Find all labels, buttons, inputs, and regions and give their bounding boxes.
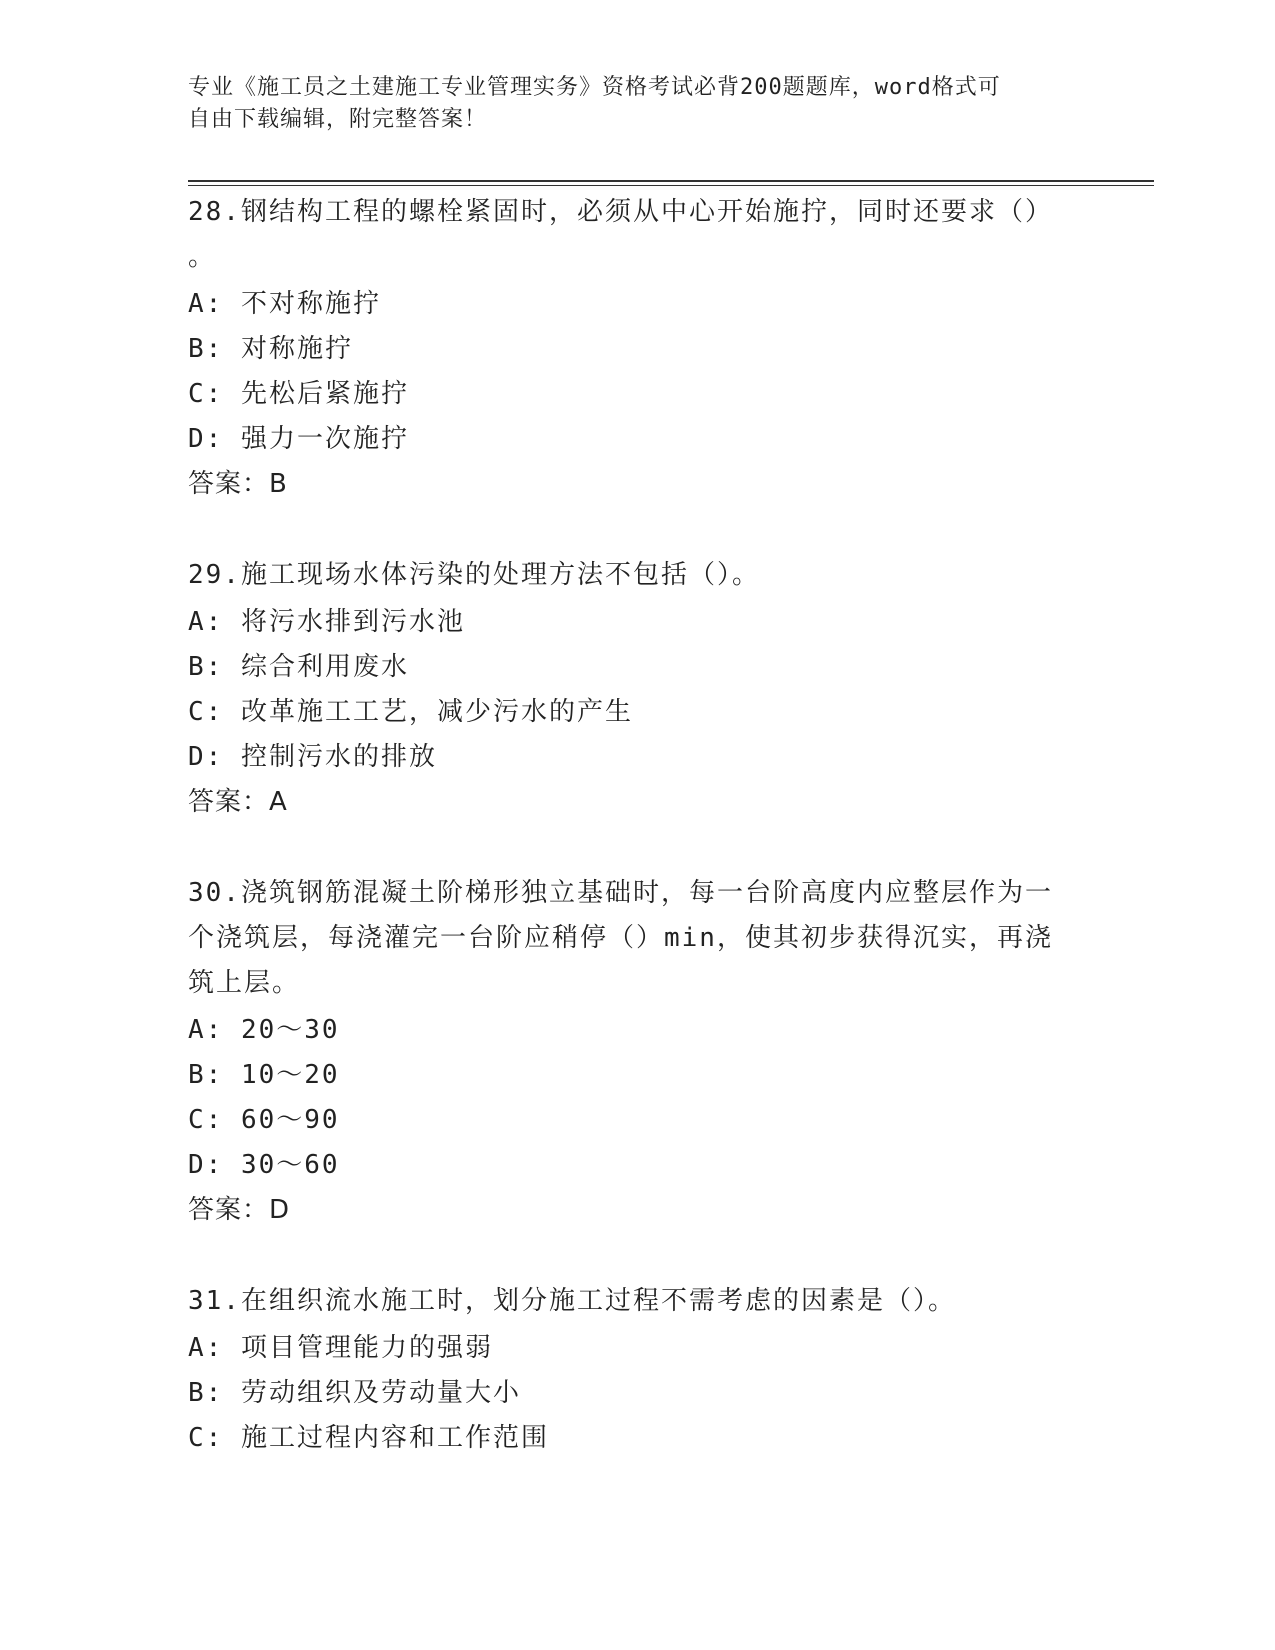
question-list	[188, 190, 1088, 1507]
question-stem: 29.施工现场水体污染的处理方法不包括（）。	[188, 560, 760, 590]
question-item	[188, 871, 1088, 1233]
option-b: B: 对称施拧	[188, 334, 353, 364]
option-d: D: 强力一次施拧	[188, 424, 409, 454]
option-c: C: 60～90	[188, 1105, 340, 1135]
header-line-2: 自由下载编辑，附完整答案！	[188, 107, 488, 132]
option-c: C: 先松后紧施拧	[188, 379, 409, 409]
question-stem: 30.浇筑钢筋混凝土阶梯形独立基础时，每一台阶高度内应整层作为一 个浇筑层，每浇灌完一台阶应稍停（）min，使其初步获得沉实，再浇 筑上层。	[188, 878, 1053, 998]
option-b: B: 综合利用废水	[188, 652, 409, 682]
answer-line: 答案：A	[188, 787, 288, 817]
option-d: D: 30～60	[188, 1150, 340, 1180]
answer-line: 答案：D	[188, 1195, 291, 1225]
question-item	[188, 190, 1088, 507]
question-stem: 31.在组织流水施工时，划分施工过程不需考虑的因素是（）。	[188, 1286, 956, 1316]
option-a: A: 项目管理能力的强弱	[188, 1333, 493, 1363]
question-stem: 28.钢结构工程的螺栓紧固时，必须从中心开始施拧，同时还要求（） 。	[188, 197, 1053, 272]
question-item	[188, 553, 1088, 825]
option-a: A: 20～30	[188, 1015, 340, 1045]
header-divider-thick	[188, 180, 1154, 182]
option-a: A: 不对称施拧	[188, 289, 381, 319]
answer-line: 答案：B	[188, 469, 288, 499]
option-c: C: 改革施工工艺，减少污水的产生	[188, 697, 633, 727]
option-b: B: 10～20	[188, 1060, 340, 1090]
option-d: D: 控制污水的排放	[188, 742, 437, 772]
header-divider-thin	[188, 185, 1154, 186]
option-c: C: 施工过程内容和工作范围	[188, 1423, 549, 1453]
document-header	[188, 72, 1068, 136]
question-item	[188, 1279, 1088, 1461]
option-a: A: 将污水排到污水池	[188, 607, 465, 637]
option-b: B: 劳动组织及劳动量大小	[188, 1378, 521, 1408]
header-line-1: 专业《施工员之土建施工专业管理实务》资格考试必背200题题库，word格式可	[188, 75, 1001, 100]
